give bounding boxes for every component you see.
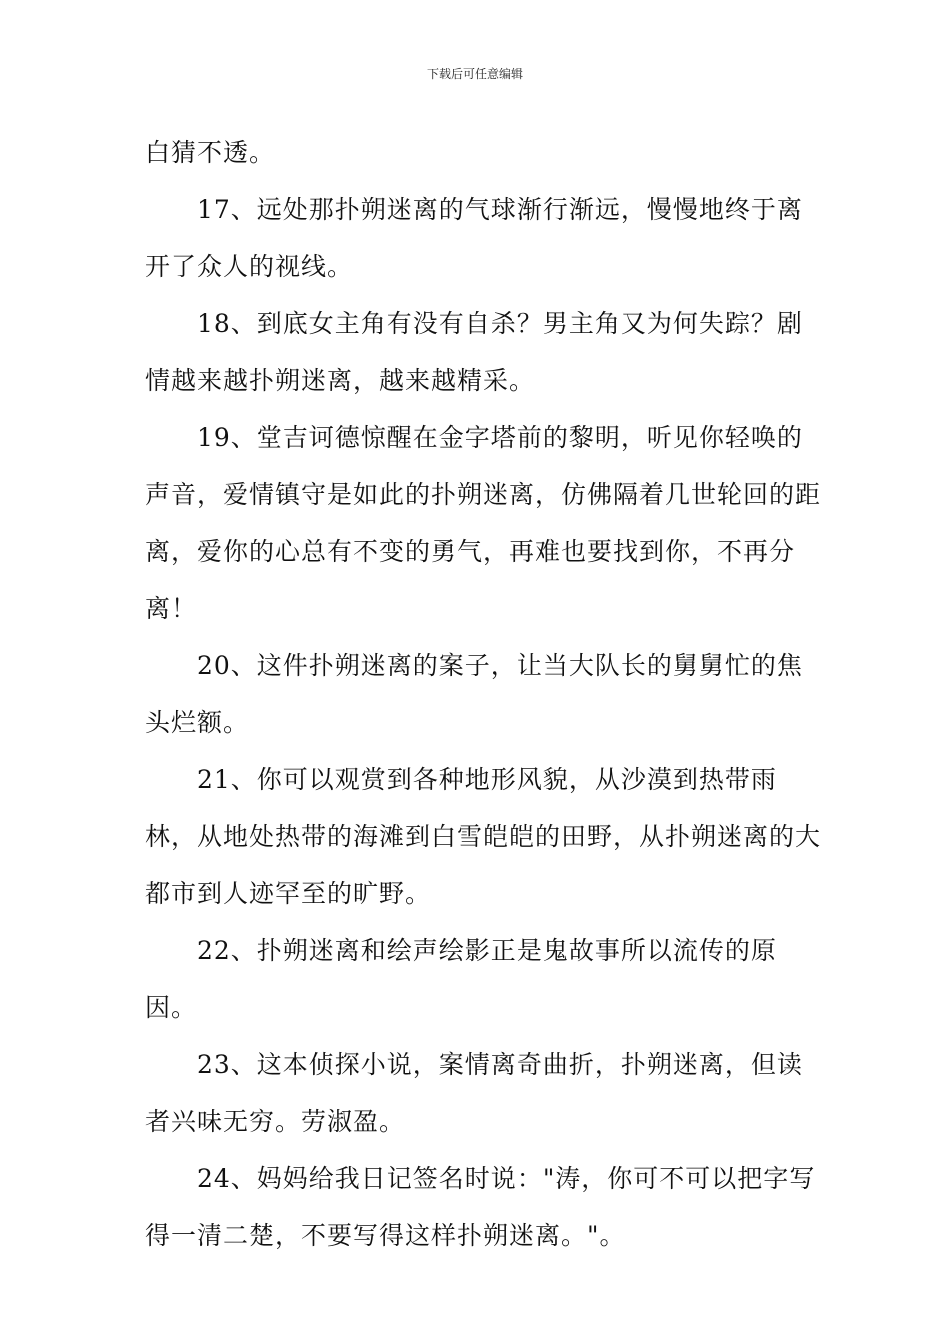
paragraph-19: 19、堂吉诃德惊醒在金字塔前的黎明，听见你轻唤的声音，爱情镇守是如此的扑朔迷离，仿佛隔着几世轮回的距离，爱你的心总有不变的勇气，再难也要找到你，不再分离！ <box>145 423 822 623</box>
paragraph-22: 22、扑朔迷离和绘声绘影正是鬼故事所以流传的原因。 <box>145 936 777 1022</box>
document-body <box>145 124 825 1264</box>
page-header: 下载后可任意编辑 <box>426 67 523 81</box>
paragraph-18: 18、到底女主角有没有自杀？男主角又为何失踪？剧情越来越扑朔迷离，越来越精采。 <box>145 309 803 395</box>
paragraph-20: 20、这件扑朔迷离的案子，让当大队长的舅舅忙的焦头烂额。 <box>145 651 803 737</box>
paragraph-17: 17、远处那扑朔迷离的气球渐行渐远，慢慢地终于离开了众人的视线。 <box>145 195 803 281</box>
paragraph-21: 21、你可以观赏到各种地形风貌，从沙漠到热带雨林，从地处热带的海滩到白雪皑皑的田野，从扑朔迷离的大都市到人迹罕至的旷野。 <box>145 765 822 908</box>
paragraph-24: 24、妈妈给我日记签名时说："涛，你可不可以把字写得一清二楚，不要写得这样扑朔迷离。"。 <box>145 1164 816 1250</box>
paragraph-continuation: 白猜不透。 <box>145 138 276 167</box>
paragraph-23: 23、这本侦探小说，案情离奇曲折，扑朔迷离，但读者兴味无穷。劳淑盈。 <box>145 1050 803 1136</box>
